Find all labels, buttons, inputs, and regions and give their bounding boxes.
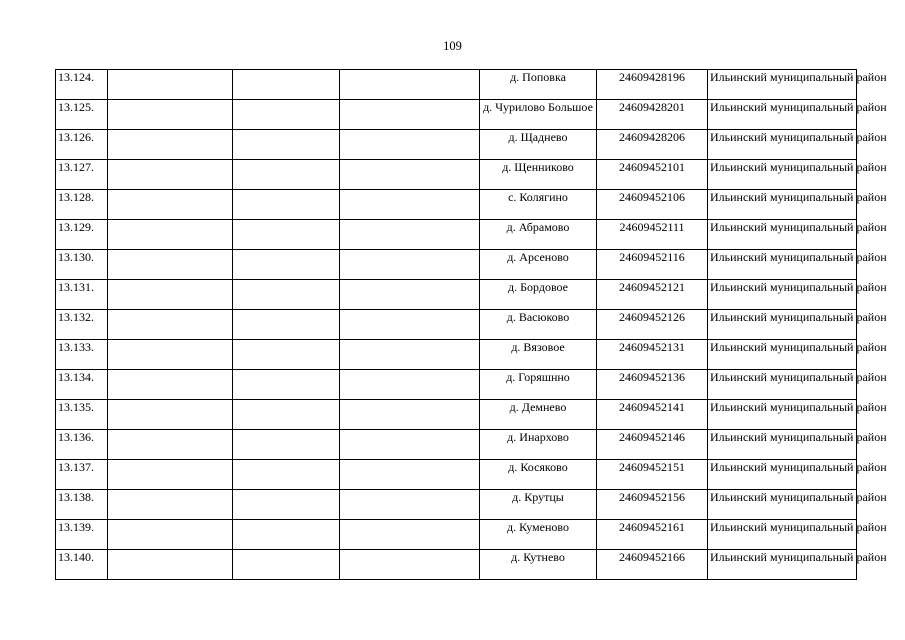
district-cell: Ильинский муниципальный район xyxy=(708,220,857,250)
district-cell: Ильинский муниципальный район xyxy=(708,490,857,520)
oktmo-code-cell: 24609452131 xyxy=(597,340,708,370)
settlement-name-cell: д. Горяшнно xyxy=(480,370,597,400)
empty-cell-1 xyxy=(108,550,233,580)
empty-cell-3 xyxy=(340,130,480,160)
empty-cell-1 xyxy=(108,220,233,250)
empty-cell-1 xyxy=(108,250,233,280)
oktmo-code-cell: 24609452106 xyxy=(597,190,708,220)
settlement-name-cell: д. Демнево xyxy=(480,400,597,430)
row-number-cell: 13.131. xyxy=(56,280,108,310)
empty-cell-1 xyxy=(108,280,233,310)
empty-cell-2 xyxy=(233,70,340,100)
empty-cell-2 xyxy=(233,130,340,160)
oktmo-code-cell: 24609452116 xyxy=(597,250,708,280)
district-cell: Ильинский муниципальный район xyxy=(708,550,857,580)
empty-cell-3 xyxy=(340,550,480,580)
table-row xyxy=(56,400,857,430)
empty-cell-1 xyxy=(108,490,233,520)
empty-cell-2 xyxy=(233,310,340,340)
table-row xyxy=(56,70,857,100)
row-number-cell: 13.138. xyxy=(56,490,108,520)
settlement-name-cell: д. Щенниково xyxy=(480,160,597,190)
empty-cell-1 xyxy=(108,100,233,130)
settlement-name-cell: с. Колягино xyxy=(480,190,597,220)
settlement-name-cell: д. Крутцы xyxy=(480,490,597,520)
empty-cell-3 xyxy=(340,220,480,250)
settlement-name-cell: д. Инархово xyxy=(480,430,597,460)
district-cell: Ильинский муниципальный район xyxy=(708,430,857,460)
empty-cell-1 xyxy=(108,160,233,190)
empty-cell-1 xyxy=(108,340,233,370)
table-row xyxy=(56,370,857,400)
row-number-cell: 13.135. xyxy=(56,400,108,430)
oktmo-code-cell: 24609452111 xyxy=(597,220,708,250)
row-number-cell: 13.139. xyxy=(56,520,108,550)
empty-cell-2 xyxy=(233,370,340,400)
empty-cell-2 xyxy=(233,160,340,190)
page-number: 109 xyxy=(443,39,462,53)
row-number-cell: 13.129. xyxy=(56,220,108,250)
empty-cell-2 xyxy=(233,430,340,460)
row-number-cell: 13.134. xyxy=(56,370,108,400)
empty-cell-3 xyxy=(340,370,480,400)
row-number-cell: 13.125. xyxy=(56,100,108,130)
row-number-cell: 13.124. xyxy=(56,70,108,100)
district-cell: Ильинский муниципальный район xyxy=(708,460,857,490)
row-number-cell: 13.132. xyxy=(56,310,108,340)
oktmo-code-cell: 24609452151 xyxy=(597,460,708,490)
row-number-cell: 13.136. xyxy=(56,430,108,460)
empty-cell-3 xyxy=(340,250,480,280)
oktmo-code-cell: 24609452136 xyxy=(597,370,708,400)
table-row xyxy=(56,490,857,520)
district-cell: Ильинский муниципальный район xyxy=(708,400,857,430)
table-row xyxy=(56,130,857,160)
empty-cell-3 xyxy=(340,100,480,130)
row-number-cell: 13.137. xyxy=(56,460,108,490)
empty-cell-1 xyxy=(108,370,233,400)
oktmo-code-cell: 24609452161 xyxy=(597,520,708,550)
empty-cell-2 xyxy=(233,400,340,430)
district-cell: Ильинский муниципальный район xyxy=(708,310,857,340)
empty-cell-2 xyxy=(233,550,340,580)
empty-cell-3 xyxy=(340,310,480,340)
district-cell: Ильинский муниципальный район xyxy=(708,250,857,280)
district-cell: Ильинский муниципальный район xyxy=(708,280,857,310)
settlement-name-cell: д. Поповка xyxy=(480,70,597,100)
empty-cell-1 xyxy=(108,430,233,460)
table-row xyxy=(56,550,857,580)
district-cell: Ильинский муниципальный район xyxy=(708,100,857,130)
table-row xyxy=(56,250,857,280)
row-number-cell: 13.140. xyxy=(56,550,108,580)
empty-cell-3 xyxy=(340,190,480,220)
row-number-cell: 13.126. xyxy=(56,130,108,160)
table-row xyxy=(56,460,857,490)
settlement-name-cell: д. Вязовое xyxy=(480,340,597,370)
empty-cell-1 xyxy=(108,520,233,550)
oktmo-code-cell: 24609452101 xyxy=(597,160,708,190)
oktmo-code-cell: 24609452166 xyxy=(597,550,708,580)
settlements-table xyxy=(55,69,887,580)
table-row xyxy=(56,520,857,550)
oktmo-code-cell: 24609428201 xyxy=(597,100,708,130)
settlement-name-cell: д. Арсеново xyxy=(480,250,597,280)
oktmo-code-cell: 24609428196 xyxy=(597,70,708,100)
empty-cell-1 xyxy=(108,400,233,430)
row-number-cell: 13.127. xyxy=(56,160,108,190)
empty-cell-3 xyxy=(340,70,480,100)
table-row xyxy=(56,190,857,220)
oktmo-code-cell: 24609452156 xyxy=(597,490,708,520)
row-number-cell: 13.130. xyxy=(56,250,108,280)
settlement-name-cell: д. Абрамово xyxy=(480,220,597,250)
empty-cell-2 xyxy=(233,340,340,370)
empty-cell-2 xyxy=(233,490,340,520)
oktmo-code-cell: 24609452141 xyxy=(597,400,708,430)
table-row xyxy=(56,220,857,250)
empty-cell-3 xyxy=(340,340,480,370)
empty-cell-2 xyxy=(233,280,340,310)
empty-cell-1 xyxy=(108,310,233,340)
empty-cell-1 xyxy=(108,130,233,160)
oktmo-code-cell: 24609452121 xyxy=(597,280,708,310)
district-cell: Ильинский муниципальный район xyxy=(708,160,857,190)
table-body xyxy=(56,70,887,580)
empty-cell-3 xyxy=(340,460,480,490)
empty-cell-3 xyxy=(340,280,480,310)
empty-cell-3 xyxy=(340,430,480,460)
empty-cell-2 xyxy=(233,190,340,220)
table-row xyxy=(56,310,857,340)
settlement-name-cell: д. Чурилово Большое xyxy=(480,100,597,130)
empty-cell-3 xyxy=(340,160,480,190)
settlement-name-cell: д. Кутнево xyxy=(480,550,597,580)
table-row xyxy=(56,280,857,310)
district-cell: Ильинский муниципальный район xyxy=(708,340,857,370)
empty-cell-3 xyxy=(340,520,480,550)
oktmo-code-cell: 24609428206 xyxy=(597,130,708,160)
empty-cell-2 xyxy=(233,520,340,550)
empty-cell-1 xyxy=(108,70,233,100)
empty-cell-2 xyxy=(233,250,340,280)
oktmo-code-cell: 24609452126 xyxy=(597,310,708,340)
empty-cell-2 xyxy=(233,220,340,250)
empty-cell-2 xyxy=(233,100,340,130)
empty-cell-3 xyxy=(340,490,480,520)
empty-cell-1 xyxy=(108,190,233,220)
empty-cell-2 xyxy=(233,460,340,490)
empty-cell-3 xyxy=(340,400,480,430)
district-cell: Ильинский муниципальный район xyxy=(708,190,857,220)
oktmo-code-cell: 24609452146 xyxy=(597,430,708,460)
table-row xyxy=(56,340,857,370)
district-cell: Ильинский муниципальный район xyxy=(708,520,857,550)
table-row xyxy=(56,160,857,190)
district-cell: Ильинский муниципальный район xyxy=(708,370,857,400)
settlement-name-cell: д. Васюково xyxy=(480,310,597,340)
settlement-name-cell: д. Куменово xyxy=(480,520,597,550)
empty-cell-1 xyxy=(108,460,233,490)
district-cell: Ильинский муниципальный район xyxy=(708,70,857,100)
settlement-name-cell: д. Щаднево xyxy=(480,130,597,160)
table-row xyxy=(56,430,857,460)
row-number-cell: 13.133. xyxy=(56,340,108,370)
row-number-cell: 13.128. xyxy=(56,190,108,220)
settlement-name-cell: д. Бордовое xyxy=(480,280,597,310)
settlement-name-cell: д. Косяково xyxy=(480,460,597,490)
table-row xyxy=(56,100,857,130)
district-cell: Ильинский муниципальный район xyxy=(708,130,857,160)
